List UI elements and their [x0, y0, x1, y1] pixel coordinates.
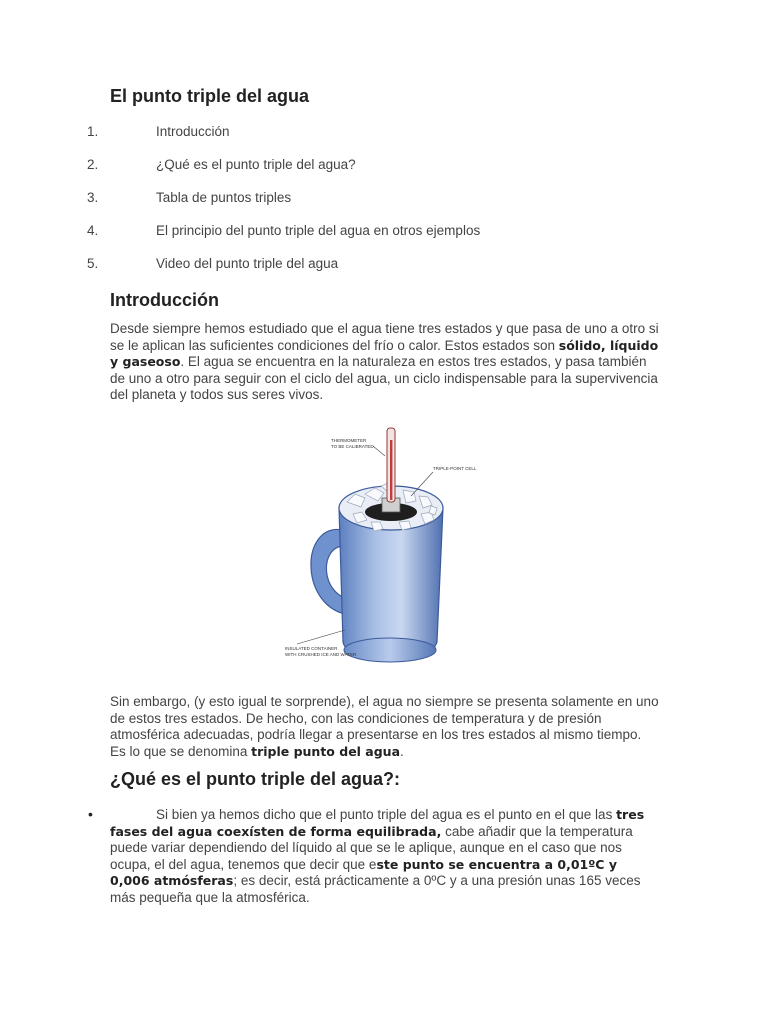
toc-number: 1. [87, 124, 99, 139]
toc-item[interactable] [0, 122, 768, 155]
triple-point-emphasis: triple punto del agua [251, 743, 401, 759]
toc-number: 5. [87, 256, 99, 271]
triple-point-cell-illustration [281, 410, 489, 688]
definition-paragraph: Si bien ya hemos dicho que el punto triple del agua es el punto en el que las tres fases del agua coexísten de forma equilibrada, cabe añadir que la temperatura puede variar dependiendo del líquido al que se le aplique, aunque en el caso que nos ocupa, el del agua, tenemos que decir que este punto se encuentra a 0,01ºC y 0,006 atmósferas; es decir, está prácticamente a 0ºC y a una presión unas 165 veces más pequeña que la atmosférica. [110, 807, 645, 905]
container-label: INSULATED CONTAINER [285, 646, 338, 651]
states-emphasis: sólido, líquido y gaseoso [110, 337, 659, 369]
phases-emphasis: tres fases del agua coexísten de forma equilibrada, [110, 807, 645, 839]
toc-item[interactable] [0, 254, 768, 287]
toc-item[interactable] [0, 221, 768, 254]
thermometer-label-2: TO BE CALIBRATED [331, 444, 374, 449]
toc-item[interactable] [0, 188, 768, 221]
section-heading-what-is: ¿Qué es el punto triple del agua?: [110, 769, 401, 789]
container-label-2: WITH CRUSHED ICE AND WATER [285, 652, 357, 657]
toc-number: 4. [87, 223, 99, 238]
toc-item[interactable] [0, 155, 768, 188]
cell-label: TRIPLE-POINT CELL [433, 466, 477, 471]
toc-link[interactable]: ¿Qué es el punto triple del agua? [156, 157, 356, 172]
bullet-marker: • [88, 806, 93, 822]
intro-heading: Introducción [110, 290, 219, 310]
toc-link[interactable]: Video del punto triple del agua [156, 256, 339, 271]
toc-number: 3. [87, 190, 99, 205]
page-title: El punto triple del agua [110, 86, 310, 106]
thermometer-label: THERMOMETER [331, 438, 367, 443]
triple-point-paragraph: Sin embargo, (y esto igual te sorprende), el agua no siempre se presenta solamente en uno de estos tres estados. De hecho, con las condiciones de temperatura y de presión atmosférica adecuadas, podría llegar a presentarse en los tres estados al mismo tiempo. Es lo que se denomina triple punto del agua. [110, 694, 659, 759]
toc-number: 2. [87, 157, 99, 172]
toc-link[interactable]: Introducción [156, 124, 230, 139]
intro-paragraph: Desde siempre hemos estudiado que el agua tiene tres estados y que pasa de uno a otro si se le aplican las suficientes condiciones del frío o calor. Estos estados son sólido, líquido y gaseoso. El agua se encuentra en la naturaleza en estos tres estados, y pasa también de uno a otro para seguir con el ciclo del agua, un ciclo indispensable para la supervivencia del planeta y todos sus seres vivos. [110, 321, 659, 402]
toc-link[interactable]: Tabla de puntos triples [156, 190, 292, 205]
toc-link[interactable]: El principio del punto triple del agua en otros ejemplos [156, 223, 481, 238]
table-of-contents [0, 122, 768, 287]
conditions-emphasis: ste punto se encuentra a 0,01ºC y 0,006 atmósferas [110, 856, 617, 888]
mug-body [339, 508, 443, 659]
